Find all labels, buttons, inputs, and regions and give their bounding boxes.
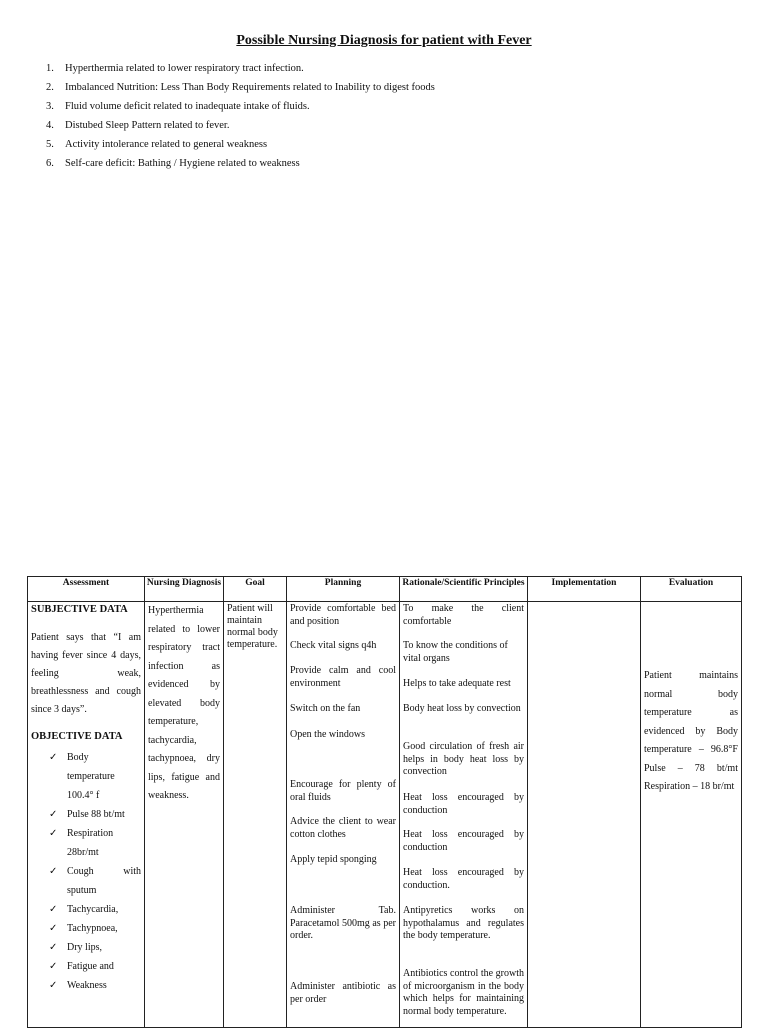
subjective-data-text: Patient says that “I am having fever since 4 days, feeling weak, breathlessness and cough since 3 days”.: [31, 632, 141, 715]
header-implementation: Implementation: [528, 577, 641, 602]
objective-item: ✓ Dry lips,: [49, 938, 141, 957]
diagnosis-number: 4.: [46, 120, 54, 131]
planning-item: Provide comfortable bed and position: [290, 603, 396, 627]
rationale-item: Body heat loss by convection: [403, 703, 521, 714]
nursing-diagnosis-cell: [145, 602, 224, 1028]
evaluation-text: Patient maintains normal body temperature as evidenced by Body temperature – 96.8°F Pulse – 78 bt/mt Respiration – 18 br/mt: [644, 670, 738, 792]
rationale-item: Good circulation of fresh air helps in body heat loss by convection: [403, 741, 524, 777]
planning-item: Advice the client to wear cotton clothes: [290, 816, 396, 840]
diagnosis-number: 3.: [46, 101, 54, 112]
assessment-cell: [28, 602, 145, 1028]
planning-item: Apply tepid sponging: [290, 854, 377, 865]
check-icon: ✓: [49, 828, 58, 839]
goal-text: Patient will maintain normal body temperature.: [227, 603, 278, 650]
diagnosis-list: [46, 62, 435, 176]
rationale-item: To make the client comfortable: [403, 603, 524, 627]
planning-cell: [287, 602, 400, 1028]
goal-cell: [224, 602, 287, 1028]
rationale-cell: [400, 602, 528, 1028]
objective-item: ✓ Respiration 28br/mt: [49, 824, 141, 862]
implementation-cell: [528, 602, 641, 1028]
planning-item: Administer antibiotic as per order: [290, 981, 396, 1005]
objective-item: ✓ Weakness: [49, 976, 141, 995]
diagnosis-number: 2.: [46, 82, 54, 93]
header-assessment: Assessment: [28, 577, 145, 602]
diagnosis-number: 1.: [46, 63, 54, 74]
header-goal: Goal: [224, 577, 287, 602]
rationale-item: Heat loss encouraged by conduction.: [403, 867, 524, 891]
nursing-diagnosis-text: Hyperthermia related to lower respiratory tract infection as evidenced by elevated body temperature, tachycardia, tachypnoea, dry lips, fatigue and weakness.: [148, 605, 220, 801]
objective-data-heading: OBJECTIVE DATA: [31, 731, 123, 742]
objective-data-list: [31, 748, 141, 995]
check-icon: ✓: [49, 866, 58, 877]
subjective-data-heading: SUBJECTIVE DATA: [31, 604, 128, 615]
header-evaluation: Evaluation: [641, 577, 742, 602]
planning-item: Administer Tab. Paracetamol 500mg as per order.: [290, 905, 396, 941]
diagnosis-item: [46, 100, 435, 119]
planning-item: Encourage for plenty of oral fluids: [290, 779, 396, 803]
diagnosis-item: [46, 62, 435, 81]
diagnosis-item: [46, 157, 435, 176]
nursing-care-plan-table: [27, 576, 742, 1028]
check-icon: ✓: [49, 809, 58, 820]
check-icon: ✓: [49, 980, 58, 991]
objective-item: ✓ Body temperature 100.4° f: [49, 748, 141, 805]
header-planning: Planning: [287, 577, 400, 602]
objective-item: ✓ Cough with sputum: [49, 862, 141, 900]
diagnosis-text: Distubed Sleep Pattern related to fever.: [65, 120, 230, 131]
diagnosis-item: [46, 81, 435, 100]
check-icon: ✓: [49, 752, 58, 763]
table-header-row: [28, 577, 742, 602]
check-icon: ✓: [49, 961, 58, 972]
implementation-text: [528, 602, 640, 606]
diagnosis-text: Hyperthermia related to lower respiratory tract infection.: [65, 63, 304, 74]
header-rationale: Rationale/Scientific Principles: [400, 577, 528, 602]
header-nursing-diagnosis: Nursing Diagnosis: [145, 577, 224, 602]
planning-item: Check vital signs q4h: [290, 640, 377, 651]
page-title: Possible Nursing Diagnosis for patient with Fever: [236, 33, 532, 48]
diagnosis-number: 6.: [46, 158, 54, 169]
diagnosis-text: Fluid volume deficit related to inadequate intake of fluids.: [65, 101, 310, 112]
rationale-item: Helps to take adequate rest: [403, 678, 511, 689]
diagnosis-text: Activity intolerance related to general weakness: [65, 139, 268, 150]
planning-item: Open the windows: [290, 729, 365, 740]
rationale-item: Heat loss encouraged by conduction: [403, 829, 524, 853]
diagnosis-item: [46, 138, 435, 157]
rationale-item: Antipyretics works on hypothalamus and regulates the body temperature.: [403, 905, 524, 941]
objective-item: ✓ Fatigue and: [49, 957, 141, 976]
diagnosis-text: Self-care deficit: Bathing / Hygiene related to weakness: [65, 158, 300, 169]
rationale-item: To know the conditions of vital organs: [403, 640, 508, 664]
diagnosis-item: [46, 119, 435, 138]
objective-item: ✓ Pulse 88 bt/mt: [49, 805, 141, 824]
check-icon: ✓: [49, 923, 58, 934]
objective-item: ✓ Tachycardia,: [49, 900, 141, 919]
rationale-item: Heat loss encouraged by conduction: [403, 792, 524, 816]
table-row: [28, 602, 742, 1028]
objective-item: ✓ Tachypnoea,: [49, 919, 141, 938]
diagnosis-text: Imbalanced Nutrition: Less Than Body Requirements related to Inability to digest foods: [65, 82, 435, 93]
check-icon: ✓: [49, 942, 58, 953]
rationale-item: Antibiotics control the growth of microorganism in the body which helps for maintaining normal body temperature.: [403, 968, 524, 1017]
planning-item: Switch on the fan: [290, 703, 361, 714]
evaluation-cell: [641, 602, 742, 1028]
diagnosis-number: 5.: [46, 139, 54, 150]
check-icon: ✓: [49, 904, 58, 915]
planning-item: Provide calm and cool environment: [290, 665, 396, 689]
